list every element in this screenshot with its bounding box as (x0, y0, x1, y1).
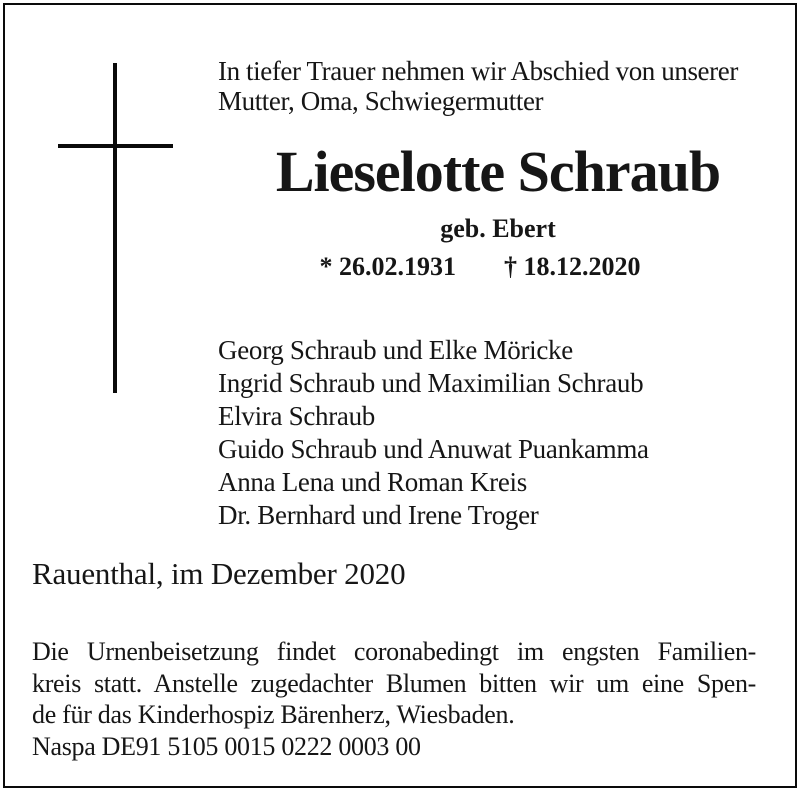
mourner-line: Dr. Bernhard und Irene Troger (218, 500, 539, 530)
place-and-date: Rauenthal, im Dezember 2020 (32, 556, 406, 591)
bank-account-line: Naspa DE91 5105 0015 0222 0003 00 (32, 731, 421, 761)
memorial-cross-vertical-bar (113, 63, 117, 393)
funeral-notice (32, 636, 756, 762)
maiden-name: geb. Ebert (440, 214, 556, 243)
life-dates (200, 252, 760, 282)
deceased-name: Lieselotte Schraub (275, 139, 721, 204)
mourner-line: Ingrid Schraub und Maximilian Schraub (218, 368, 644, 398)
notice-line-2: kreis statt. Anstelle zugedachter Blumen bitten wir um eine Spen- (32, 668, 756, 698)
intro-text (218, 56, 784, 116)
mourners-list (218, 334, 784, 532)
death-date: † 18.12.2020 (504, 252, 641, 281)
notice-line-3: de für das Kinderhospiz Bärenherz, Wiesbaden. (32, 700, 515, 729)
notice-line-1: Die Urnenbeisetzung findet coronabedingt im engsten Familien- (32, 637, 756, 666)
mourner-line: Elvira Schraub (218, 401, 375, 431)
memorial-cross-horizontal-bar (58, 144, 173, 148)
mourner-line: Anna Lena und Roman Kreis (218, 467, 527, 497)
mourner-line: Guido Schraub und Anuwat Puankamma (218, 434, 649, 464)
intro-line-1: In tiefer Trauer nehmen wir Abschied von unserer (218, 56, 738, 86)
intro-line-2: Mutter, Oma, Schwiegermutter (218, 86, 544, 116)
mourner-line: Georg Schraub und Elke Möricke (218, 335, 573, 365)
birth-date: * 26.02.1931 (319, 252, 456, 281)
